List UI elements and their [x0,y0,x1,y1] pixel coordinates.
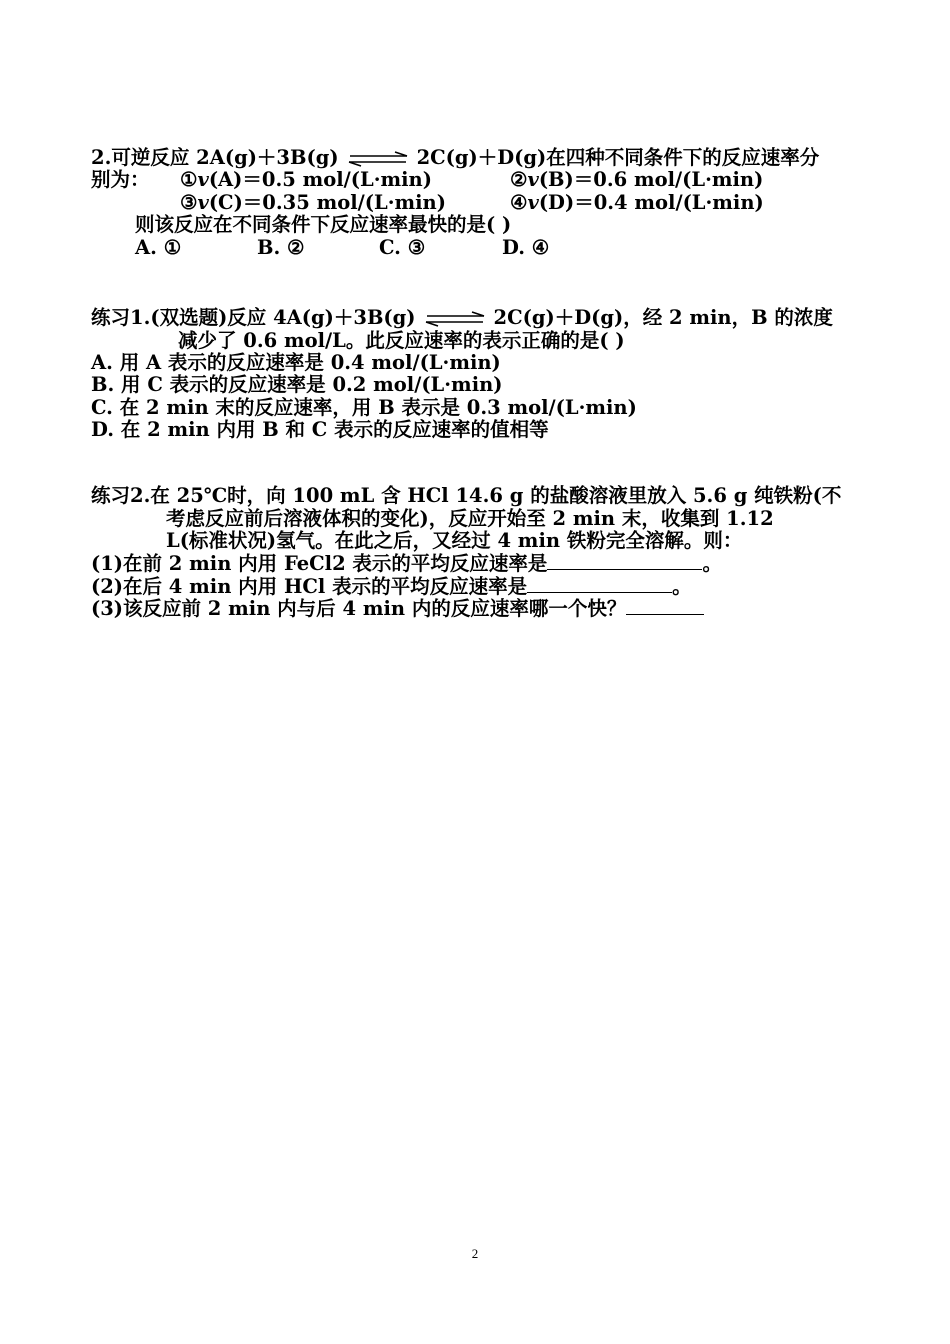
q2-rates-label: 别为： [91,168,150,191]
circled-number: ② [510,168,528,191]
ex1-equation-right: 2C(g)＋D(g)，经 2 min，B 的浓度 [493,306,833,329]
rate-value: (B)＝0.6 mol/(L·min) [538,168,764,191]
ex2-question-3 [91,596,704,620]
q2-option-3 [180,191,446,214]
q2-choice-a: A. ① [135,236,182,259]
answer-blank-2[interactable] [527,574,672,593]
ex2-question-1 [91,551,722,575]
rate-value: (C)＝0.35 mol/(L·min) [208,191,446,214]
ex1-option-c: C. 在 2 min 末的反应速率，用 B 表示是 0.3 mol/(L·min) [91,396,637,419]
ex1-equation-left: 练习1.(双选题)反应 4A(g)＋3B(g) [91,306,416,329]
ex1-option-a: A. 用 A 表示的反应速率是 0.4 mol/(L·min) [91,351,501,374]
ex2-question-2 [91,574,692,598]
q2-equation-left: 2.可逆反应 2A(g)＋3B(g) [91,146,339,169]
circled-number: ④ [510,191,528,214]
ex1-option-d: D. 在 2 min 内用 B 和 C 表示的反应速率的值相等 [91,418,549,441]
q2-choice-b: B. ② [257,236,305,259]
rate-value: (A)＝0.5 mol/(L·min) [208,168,432,191]
page-number: 2 [471,1246,479,1261]
ex2-line-1: 练习2.在 25℃时，向 100 mL 含 HCl 14.6 g 的盐酸溶液里放入 5.6 g 纯铁粉(不 [91,484,842,507]
q2-line-2 [91,168,150,191]
q2-question: 则该反应在不同条件下反应速率最快的是( ) [135,213,512,236]
answer-blank-1[interactable] [547,551,702,570]
equilibrium-arrow-icon [424,311,486,327]
rate-symbol: v [197,168,209,191]
equilibrium-arrow-icon [347,151,409,167]
ex1-line-2: 减少了 0.6 mol/L。此反应速率的表示正确的是( ) [178,329,625,352]
ex2-q1-text: (1)在前 2 min 内用 FeCl2 表示的平均反应速率是 [91,552,548,575]
rate-value: (D)＝0.4 mol/(L·min) [538,191,764,214]
ex2-q3-text: (3)该反应前 2 min 内与后 4 min 内的反应速率哪一个快？ [91,597,627,620]
ex2-line-2: 考虑反应前后溶液体积的变化)，反应开始至 2 min 末，收集到 1.12 [166,507,774,530]
circled-number: ③ [180,191,198,214]
q2-equation-right: 2C(g)＋D(g)在四种不同条件下的反应速率分 [416,146,820,169]
q2-option-4 [510,191,764,214]
rate-symbol: v [527,191,539,214]
ex1-option-b: B. 用 C 表示的反应速率是 0.2 mol/(L·min) [91,373,503,396]
q2-choice-d: D. ④ [502,236,550,259]
q2-option-1 [180,168,432,191]
ex2-q2-text: (2)在后 4 min 内用 HCl 表示的平均反应速率是 [91,575,528,598]
ex1-line-1 [91,306,833,329]
circled-number: ① [180,168,198,191]
ex2-q2-end: 。 [672,575,692,598]
q2-line-1 [91,146,819,169]
ex2-q1-end: 。 [702,552,722,575]
q2-choice-c: C. ③ [379,236,426,259]
ex2-line-3: L(标准状况)氢气。在此之后，又经过 4 min 铁粉完全溶解。则： [166,529,743,552]
rate-symbol: v [527,168,539,191]
rate-symbol: v [197,191,209,214]
answer-blank-3[interactable] [626,596,704,615]
q2-option-2 [510,168,763,191]
